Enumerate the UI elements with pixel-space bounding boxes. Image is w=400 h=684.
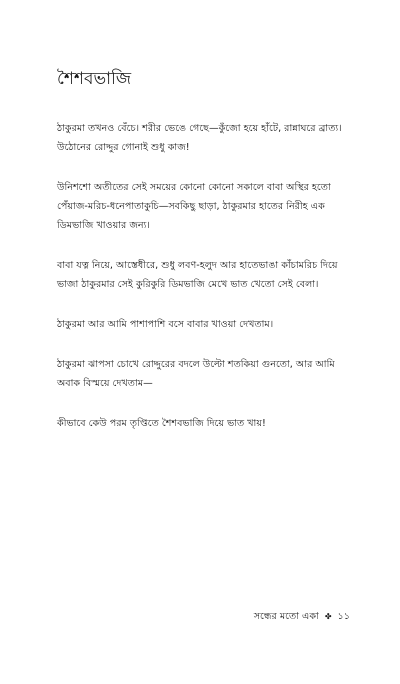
- poem-line: উনিশশো অতীতের সেই সময়ের কোনো কোনো সকালে বাবা অস্থির হতো: [57, 182, 331, 193]
- poem-line: কীভাবে কেউ পরম তৃপ্তিতে শৈশবভাজি দিয়ে ভাত খায়!: [57, 418, 266, 429]
- poem-line: ঠাকুরমা তখনও বেঁচে। শরীর ভেঙে গেছে—কুঁজো হয়ে হাঁটে, রান্নাঘরে ব্রাত্য।: [57, 123, 342, 134]
- stanza-3: [57, 256, 357, 294]
- poem-line: ডিমভাজি খাওয়ার জন্য।: [57, 220, 150, 231]
- stanza-1: [57, 119, 357, 157]
- poem-line: অবাক বিস্ময়ে দেখতাম—: [57, 378, 153, 389]
- poem-body: [57, 119, 357, 454]
- poem-line: ভাজা ঠাকুরমার সেই কুরিকুরি ডিমভাজি মেখে ভাত খেতো সেই বেলা।: [57, 279, 319, 290]
- running-title: সন্ধের মতো একা: [253, 611, 319, 622]
- page-number: ১১: [337, 611, 350, 622]
- stanza-6: [57, 414, 357, 433]
- poem-line: ঠাকুরমা ঝাপসা চোখে রোদ্দুরের বদলে উল্টো শতকিয়া গুনতো, আর আমি: [57, 359, 335, 370]
- poem-title: শৈশবভাজি: [57, 69, 132, 89]
- poem-line: উঠোনের রোদ্দুর গোনাই শুধু কাজ!: [57, 142, 190, 153]
- ornament-icon: ✤: [324, 612, 332, 621]
- stanza-5: [57, 355, 357, 393]
- poem-line: পেঁয়াজ-মরিচ-ধনেপাতাকুচি—সবকিছু ছাড়া, ঠাকুরমার হাতের নিরীহ এক: [57, 201, 325, 212]
- poem-line: বাবা যত্ন নিয়ে, আস্তেধীরে, শুধু লবণ-হলুদ আর হাতেভাঙা কাঁচামরিচ দিয়ে: [57, 260, 338, 271]
- stanza-4: [57, 315, 357, 334]
- poem-line: ঠাকুরমা আর আমি পাশাপাশি বসে বাবার খাওয়া দেখতাম।: [57, 319, 274, 330]
- stanza-2: [57, 178, 357, 235]
- page-footer: [254, 610, 350, 624]
